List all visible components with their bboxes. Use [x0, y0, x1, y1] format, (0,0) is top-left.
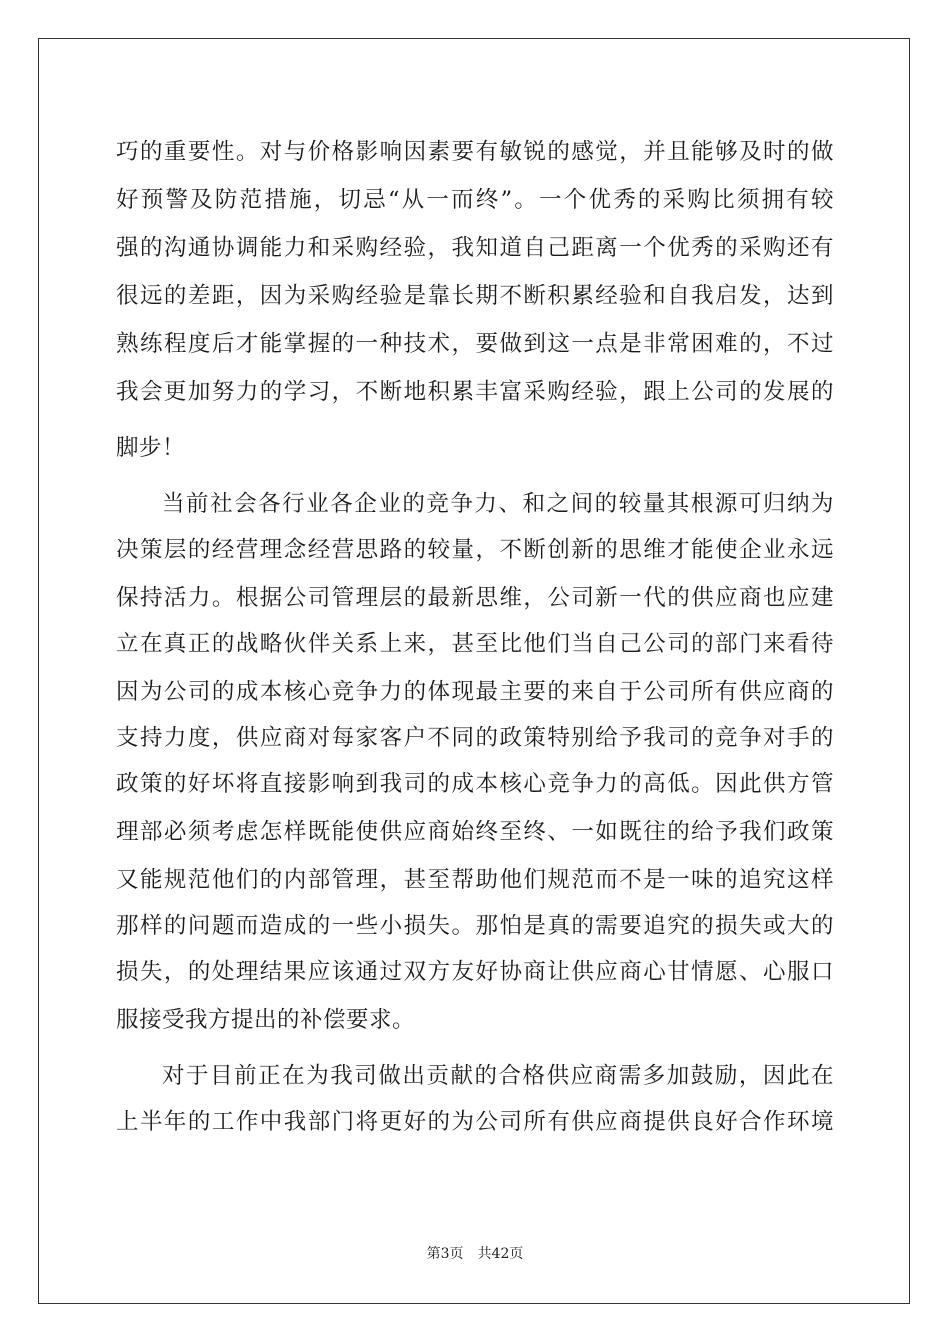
- text-line: 损失，的处理结果应该通过双方友好协商让供应商心甘情愿、心服口: [116, 959, 834, 985]
- text-line: 好预警及防范措施，切忌“从一而终”。一个优秀的采购比须拥有较: [116, 187, 834, 213]
- text-line: 服接受我方提出的补偿要求。: [116, 1007, 416, 1033]
- text-line: 很远的差距，因为采购经验是靠长期不断积累经验和自我启发，达到: [116, 283, 834, 309]
- text-line: 脚步！: [116, 435, 186, 461]
- text-line: 熟练程度后才能掌握的一种技术，要做到这一点是非常困难的，不过: [116, 331, 834, 357]
- text-line: 政策的好坏将直接影响到我司的成本核心竞争力的高低。因此供方管: [116, 771, 834, 797]
- page-number: 第3页: [426, 1246, 464, 1262]
- text-line: 那样的问题而造成的一些小损失。那怕是真的需要追究的损失或大的: [116, 913, 834, 939]
- text-line: 支持力度，供应商对每家客户不同的政策特别给予我司的竞争对手的: [116, 725, 834, 751]
- paragraph-first-line: 对于目前正在为我司做出贡献的合格供应商需多加鼓励，因此在: [162, 1063, 834, 1089]
- text-line: 上半年的工作中我部门将更好的为公司所有供应商提供良好合作环境: [116, 1109, 834, 1135]
- text-line: 因为公司的成本核心竞争力的体现最主要的来自于公司所有供应商的: [116, 679, 834, 705]
- text-line: 保持活力。根据公司管理层的最新思维，公司新一代的供应商也应建: [116, 585, 834, 611]
- text-line: 决策层的经营理念经营思路的较量，不断创新的思维才能使企业永远: [116, 537, 834, 563]
- text-line: 又能规范他们的内部管理，甚至帮助他们规范而不是一味的追究这样: [116, 867, 834, 893]
- page-footer: [0, 1244, 950, 1264]
- text-line: 我会更加努力的学习，不断地积累丰富采购经验，跟上公司的发展的: [116, 379, 834, 405]
- page-total: 共42页: [477, 1246, 524, 1262]
- text-line: 理部必须考虑怎样既能使供应商始终至终、一如既往的给予我们政策: [116, 819, 834, 845]
- text-line: 巧的重要性。对与价格影响因素要有敏锐的感觉，并且能够及时的做: [116, 139, 834, 165]
- text-line: 立在真正的战略伙伴关系上来，甚至比他们当自己公司的部门来看待: [116, 631, 834, 657]
- text-line: 强的沟通协调能力和采购经验，我知道自己距离一个优秀的采购还有: [116, 235, 834, 261]
- paragraph-first-line: 当前社会各行业各企业的竞争力、和之间的较量其根源可归纳为: [162, 491, 834, 517]
